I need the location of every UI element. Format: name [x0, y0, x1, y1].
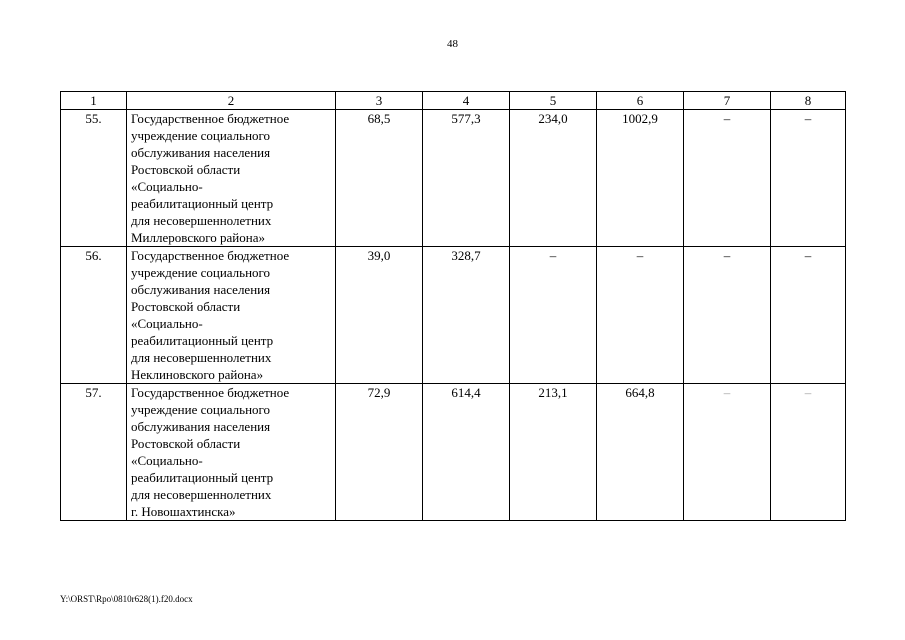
name-line: Государственное бюджетное [131, 248, 290, 263]
cell-col-7: – [684, 384, 771, 521]
header-cell-4: 4 [423, 92, 510, 110]
name-line: реабилитационный центр [131, 470, 274, 485]
name-line: учреждение социального [131, 402, 271, 417]
cell-col-7: – [684, 110, 771, 247]
name-line: обслуживания населения [131, 145, 271, 160]
name-line: Миллеровского района» [131, 230, 265, 245]
name-line: Ростовской области [131, 299, 241, 314]
institution-name [127, 110, 336, 247]
table-row [61, 384, 846, 521]
cell-col-5: 213,1 [510, 384, 597, 521]
name-line: Ростовской области [131, 162, 241, 177]
name-line: «Социально- [131, 453, 203, 468]
name-line: Ростовской области [131, 436, 241, 451]
cell-col-6: 664,8 [597, 384, 684, 521]
name-line: обслуживания населения [131, 419, 271, 434]
cell-col-3: 39,0 [336, 247, 423, 384]
cell-col-7: – [684, 247, 771, 384]
header-cell-7: 7 [684, 92, 771, 110]
name-line: учреждение социального [131, 265, 271, 280]
cell-col-4: 614,4 [423, 384, 510, 521]
table-row [61, 110, 846, 247]
institution-name [127, 247, 336, 384]
name-line: реабилитационный центр [131, 333, 274, 348]
name-line: для несовершеннолетних [131, 350, 272, 365]
row-number: 56. [61, 247, 127, 384]
cell-col-6: – [597, 247, 684, 384]
cell-col-8: – [771, 110, 846, 247]
cell-col-4: 328,7 [423, 247, 510, 384]
footer-file-path: Y:\ORST\Rpo\0810r628(1).f20.docx [60, 594, 193, 604]
header-cell-3: 3 [336, 92, 423, 110]
header-cell-6: 6 [597, 92, 684, 110]
name-line: г. Новошахтинска» [131, 504, 236, 519]
cell-col-3: 72,9 [336, 384, 423, 521]
header-cell-8: 8 [771, 92, 846, 110]
cell-col-5: – [510, 247, 597, 384]
cell-col-8: – [771, 247, 846, 384]
page-number: 48 [447, 38, 458, 50]
name-line: для несовершеннолетних [131, 213, 272, 228]
cell-col-3: 68,5 [336, 110, 423, 247]
name-line: реабилитационный центр [131, 196, 274, 211]
name-line: «Социально- [131, 179, 203, 194]
name-line: для несовершеннолетних [131, 487, 272, 502]
header-cell-2: 2 [127, 92, 336, 110]
cell-col-5: 234,0 [510, 110, 597, 247]
name-line: учреждение социального [131, 128, 271, 143]
cell-col-6: 1002,9 [597, 110, 684, 247]
institution-name [127, 384, 336, 521]
name-line: Неклиновского района» [131, 367, 264, 382]
row-number: 57. [61, 384, 127, 521]
data-table [60, 91, 846, 521]
cell-col-8: – [771, 384, 846, 521]
header-cell-5: 5 [510, 92, 597, 110]
header-row [61, 92, 846, 110]
name-line: «Социально- [131, 316, 203, 331]
cell-col-4: 577,3 [423, 110, 510, 247]
row-number: 55. [61, 110, 127, 247]
name-line: обслуживания населения [131, 282, 271, 297]
header-cell-1: 1 [61, 92, 127, 110]
table-row [61, 247, 846, 384]
name-line: Государственное бюджетное [131, 385, 290, 400]
name-line: Государственное бюджетное [131, 111, 290, 126]
